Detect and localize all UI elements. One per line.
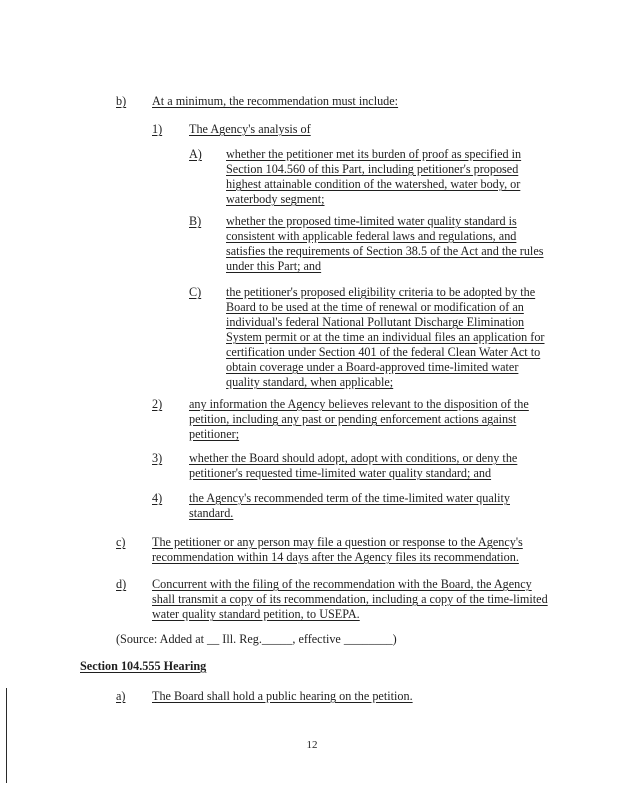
item-label-d: d): [116, 577, 127, 591]
item-text-b: At a minimum, the recommendation must include:: [152, 94, 399, 108]
page-number: 12: [306, 739, 318, 751]
item-text-b-1-A: whether the petitioner met its burden of proof as specified in Section 104.560 of this Part, including petitioner's proposed highest attainable condition of the watershed, water body, or waterbody segment;: [226, 147, 522, 206]
item-label-b-2: 2): [152, 397, 163, 411]
item-text-b-1: The Agency's analysis of: [189, 122, 311, 136]
item-label-b-1-C: C): [189, 285, 202, 299]
item-label-b-1-A: A): [189, 147, 202, 161]
source-note: (Source: Added at __ Ill. Reg._____, effective ________): [116, 632, 397, 646]
item-text-d: Concurrent with the filing of the recommendation with the Board, the Agency shall transmit a copy of its recommendation, including a copy of the time-limited water quality standard petition, to USEPA.: [152, 577, 548, 621]
item-label-c: c): [116, 535, 126, 549]
section-item-label-a: a): [116, 689, 126, 703]
item-text-b-3: whether the Board should adopt, adopt with conditions, or deny the petitioner's requested time-limited water quality standard; and: [189, 451, 518, 480]
item-label-b-4: 4): [152, 491, 163, 505]
item-label-b: b): [116, 94, 127, 108]
item-text-b-1-C: the petitioner's proposed eligibility criteria to be adopted by the Board to be used at the time of renewal or modification of an individual's federal National Pollutant Discharge Elimination System permit or at the time an individual files an application for certification under Section 401 of the federal Clean Water Act to obtain coverage under a Board-approved time-limited water quality standard, when applicable;: [226, 285, 545, 389]
section-item-text-a: The Board shall hold a public hearing on the petition.: [152, 689, 413, 703]
revision-margin-bar: [6, 688, 7, 783]
item-label-b-1-B: B): [189, 214, 202, 228]
item-text-b-2: any information the Agency believes relevant to the disposition of the petition, including any past or pending enforcement actions against petitioner;: [189, 397, 529, 441]
item-text-b-4: the Agency's recommended term of the time-limited water quality standard.: [189, 491, 510, 520]
item-label-b-3: 3): [152, 451, 163, 465]
item-text-c: The petitioner or any person may file a question or response to the Agency's recommendation within 14 days after the Agency files its recommendation.: [152, 535, 523, 564]
section-heading: Section 104.555 Hearing: [80, 659, 207, 673]
item-label-b-1: 1): [152, 122, 163, 136]
item-text-b-1-B: whether the proposed time-limited water quality standard is consistent with applicable federal laws and regulations, and satisfies the requirements of Section 38.5 of the Act and the rules under this Part; and: [226, 214, 544, 273]
